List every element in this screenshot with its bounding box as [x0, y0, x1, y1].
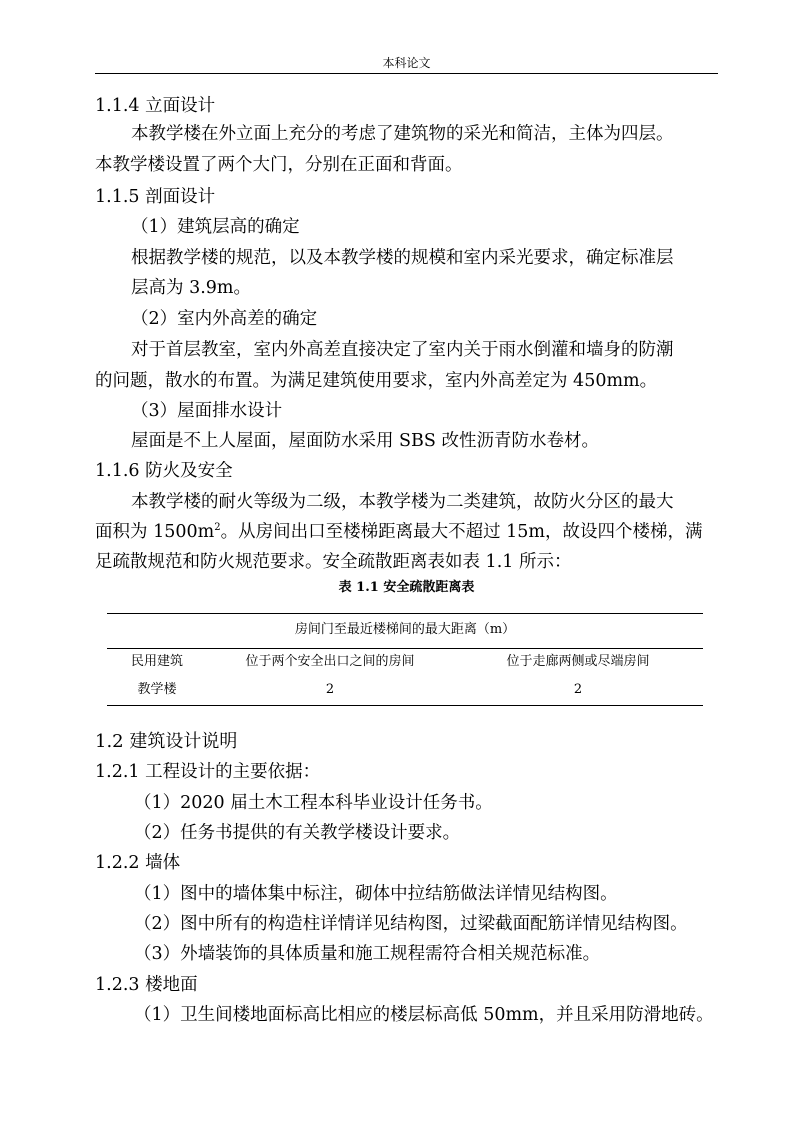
list-item: （2）图中所有的构造柱详情详见结构图，过梁截面配筋详情见结构图。 [134, 914, 688, 934]
column-header: 位于走廊两侧或尽端房间 [506, 654, 650, 669]
list-item: （2）室内外高差的确定 [131, 309, 318, 329]
paragraph-line: 屋面是不上人屋面，屋面防水采用 SBS 改性沥青防水卷材。 [131, 431, 599, 451]
section-heading: 1.1.5 剖面设计 [95, 187, 216, 207]
list-item: （1）2020 届土木工程本科毕业设计任务书。 [134, 793, 493, 813]
superscript: 2 [214, 522, 221, 534]
paragraph-line: 足疏散规范和防火规范要求。安全疏散距离表如表 1.1 所示： [95, 552, 572, 572]
paragraph-line: 本教学楼在外立面上充分的考虑了建筑物的采光和简洁，主体为四层。 [131, 124, 674, 144]
list-item: （3）屋面排水设计 [131, 401, 283, 421]
header-title: 本科论文 [382, 56, 431, 70]
subsection-heading: 1.2.3 楼地面 [95, 975, 198, 995]
table-caption: 表 1.1 安全疏散距离表 [338, 580, 475, 595]
list-item: （3）外墙装饰的具体质量和施工规程需符合相关规范标准。 [134, 944, 601, 964]
table-top-header: 房间门至最近楼梯间的最大距离（m） [294, 622, 516, 637]
column-header: 民用建筑 [130, 654, 183, 669]
section-heading: 1.1.4 立面设计 [95, 96, 216, 116]
table-cell: 2 [325, 682, 335, 697]
table-top-rule [107, 613, 703, 614]
list-item: （2）任务书提供的有关教学楼设计要求。 [134, 823, 461, 843]
table-mid-rule [107, 648, 703, 649]
text-span: 。从房间出口至楼梯距离最大不超过 15m，故设四个楼梯，满 [220, 522, 703, 542]
paragraph-line: 本教学楼设置了两个大门，分别在正面和背面。 [95, 155, 463, 175]
table-bottom-rule [107, 705, 703, 706]
table-cell: 教学楼 [137, 682, 177, 697]
section-heading: 1.2 建筑设计说明 [95, 731, 238, 752]
subsection-heading: 1.2.2 墙体 [95, 853, 181, 873]
paragraph-line: 根据教学楼的规范，以及本教学楼的规模和室内采光要求，确定标准层 [131, 248, 674, 268]
subsection-heading: 1.2.1 工程设计的主要依据： [95, 762, 321, 782]
section-heading: 1.1.6 防火及安全 [95, 461, 233, 481]
list-item: （1）图中的墙体集中标注，砌体中拉结筋做法详情见结构图。 [134, 884, 618, 904]
paragraph-line: 的问题，散水的布置。为满足建筑使用要求，室内外高差定为 450mm。 [95, 371, 658, 391]
list-item: （1）建筑层高的确定 [131, 217, 300, 237]
paragraph-line: 对于首层教室，室内外高差直接决定了室内关于雨水倒灌和墙身的防潮 [131, 340, 674, 360]
list-item: （1）卫生间楼地面标高比相应的楼层标高低 50mm，并且采用防滑地砖。 [134, 1005, 714, 1025]
paragraph-line: 层高为 3.9m。 [131, 278, 251, 298]
paragraph-line: 本教学楼的耐火等级为二级，本教学楼为二类建筑，故防火分区的最大 [131, 492, 674, 512]
text-span: 面积为 1500m [95, 522, 215, 542]
header-divider [95, 73, 718, 74]
table-cell: 2 [573, 682, 583, 697]
paragraph-line [95, 518, 703, 546]
column-header: 位于两个安全出口之间的房间 [245, 654, 415, 669]
